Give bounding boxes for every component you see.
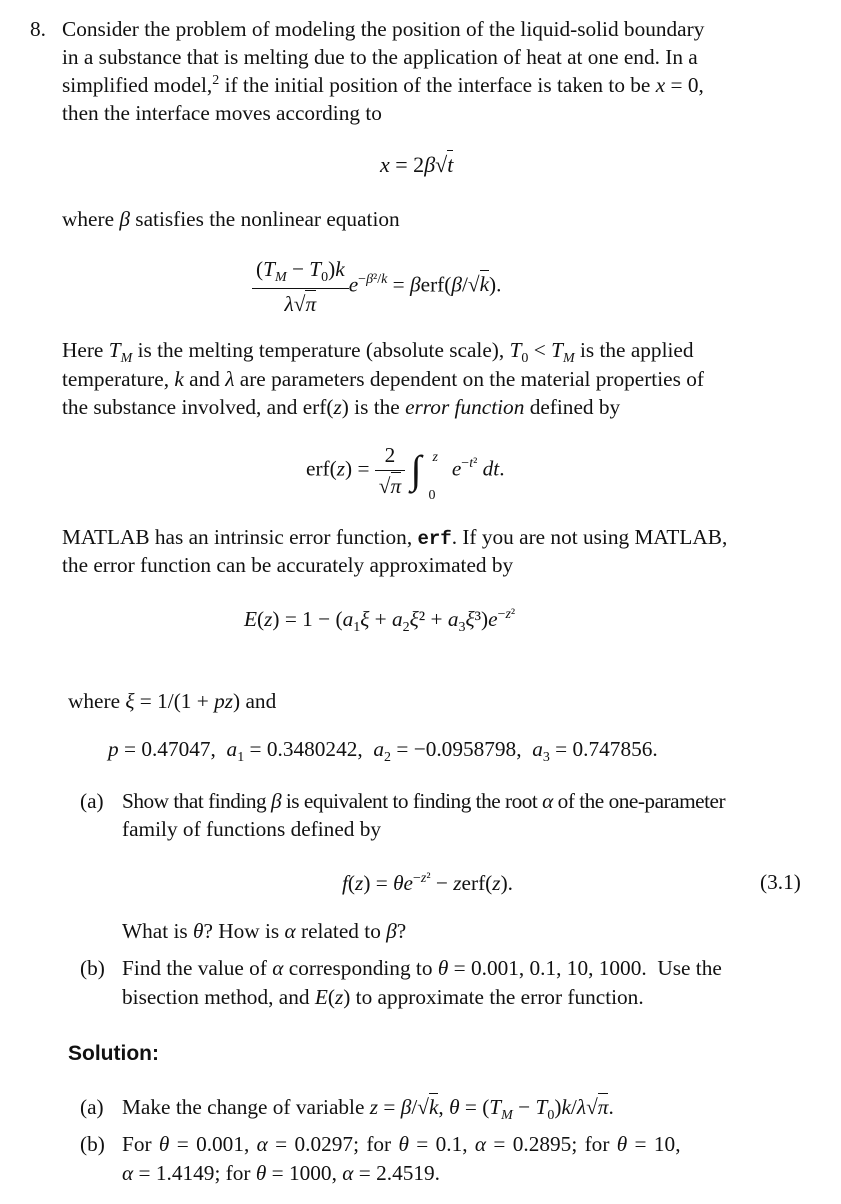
here-line-1: Here $T_M$ is the melting temperature (absolute scale), $T_0 < T_M$ is the applied [62,338,694,366]
solution-heading: Solution: [68,1042,159,1065]
part-a-line-2: family of functions defined by [122,817,382,841]
equation-erf-definition: erf(z) = $\frac{2}{√\pi}$ ∫ z 0 $e^{-t^2}$ dt. [306,440,505,501]
parameters-line: p = 0.47047, $a_1 = 0.3480242$, $a_2 = -0.0958798$, $a_3 = 0.747856$. [108,737,658,765]
matlab-line-2: the error function can be accurately approximated by [62,553,514,577]
equation-interface-position: x = 2β√t [380,152,454,177]
where-beta-line: where β satisfies the nonlinear equation [62,207,400,231]
matlab-line-1: MATLAB has an intrinsic error function, erf. If you are not using MATLAB, [62,525,728,550]
part-b-label: (b) [80,956,105,980]
matlab-code-erf: erf [417,528,452,550]
part-b-line-1: Find the value of α corresponding to θ = 0.001, 0.1, 10, 1000. Use the [122,956,722,980]
part-b-line-2: bisection method, and E(z) to approximate the error function. [122,985,644,1009]
here-line-2: temperature, k and λ are parameters dependent on the material properties of [62,367,704,391]
solution-b-label: (b) [80,1132,105,1156]
solution-a-text: Make the change of variable z = β/√k, $\theta = (T_M - T_0)k/\lambda√\pi$. [122,1095,614,1123]
intro-line-3: simplified model,$^2$ if the initial position of the interface is taken to be x = 0, [62,73,704,97]
intro-line-2: in a substance that is melting due to the application of heat at one end. In a [62,45,698,69]
solution-b-line-2: α = 1.4149; for θ = 1000, α = 2.4519. [122,1161,440,1185]
solution-a-label: (a) [80,1095,104,1119]
equation-nonlinear: $\frac{(T_M - T_0)k}{\lambda√\pi}$ $e^{-\beta^2/k} = \beta erf(\beta/√k)$. [252,254,501,319]
part-a-line-1: Show that finding β is equivalent to finding the root α of the one-parameter [122,789,726,813]
problem-number: 8. [30,17,46,41]
intro-line-1: Consider the problem of modeling the position of the liquid-solid boundary [62,17,705,41]
solution-b-line-1: For θ = 0.001, α = 0.0297; for θ = 0.1, α = 0.2895; for θ = 10, [122,1132,681,1156]
here-line-3: the substance involved, and erf(z) is the error function defined by [62,395,621,419]
intro-line-4: then the interface moves according to [62,101,382,125]
equation-f-of-z: $f(z) = \theta e^{-z^2}$ − zerf(z). [342,871,513,895]
equation-erf-approximation: $E(z) = 1 - (a_1\xi + a_2\xi^2 + a_3\xi^3)e^{-z^2}$ [244,607,516,635]
footnote-mark: 2 [212,73,220,88]
part-a-label: (a) [80,789,104,813]
equation-number: (3.1) [760,870,801,894]
part-a-questions: What is θ? How is α related to β? [122,919,407,943]
where-xi-line: where ξ = 1/(1 + pz) and [68,689,277,713]
